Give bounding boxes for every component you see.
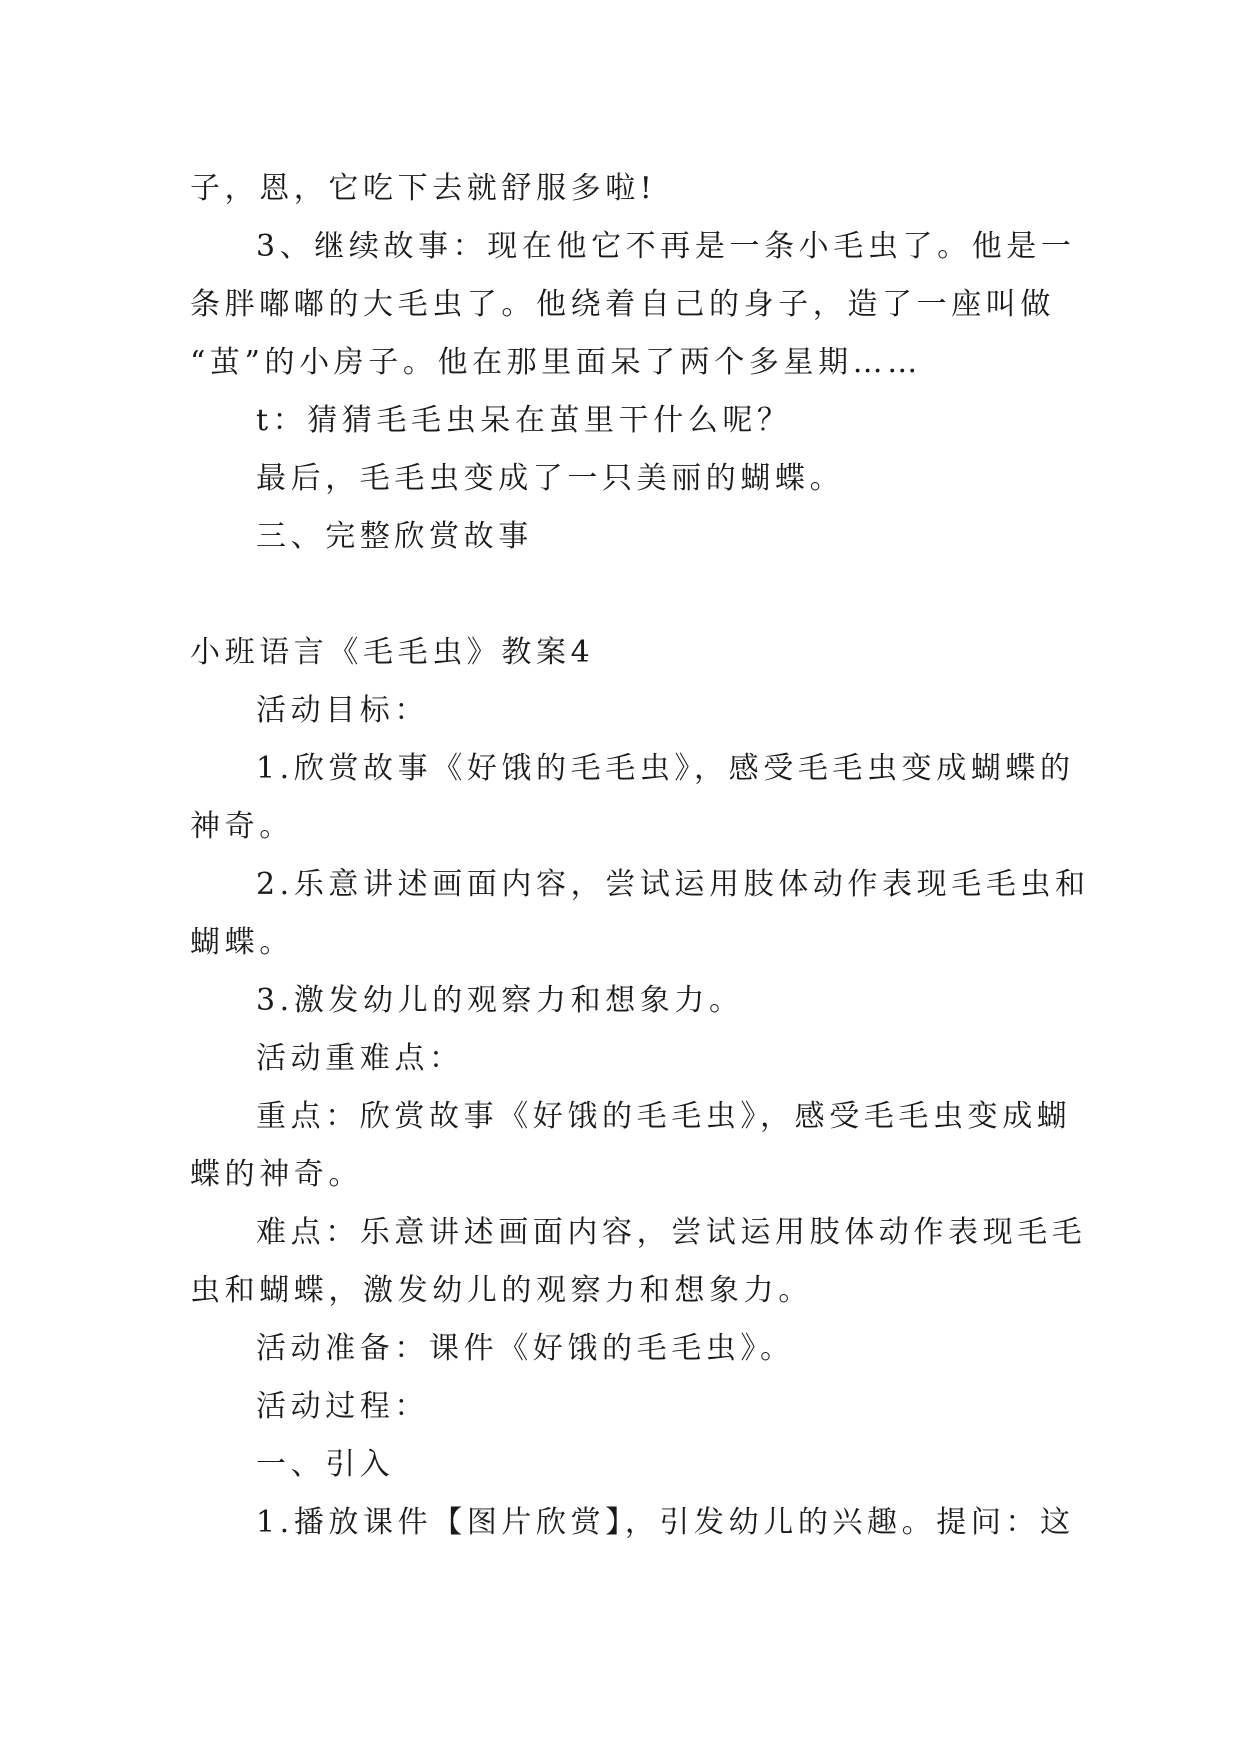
paragraph-line: 活动准备：课件《好饿的毛毛虫》。	[256, 1331, 795, 1366]
paragraph-line: 子，恩，它吃下去就舒服多啦!	[190, 171, 657, 206]
paragraph-line: 最后，毛毛虫变成了一只美丽的蝴蝶。	[256, 461, 845, 496]
paragraph-line: 3.激发幼儿的观察力和想象力。	[256, 983, 744, 1018]
blank-line	[190, 566, 1060, 624]
paragraph-line: t：猜猜毛毛虫呆在茧里干什么呢？	[256, 403, 792, 438]
paragraph-line: “茧”的小房子。他在那里面呆了两个多星期……	[190, 345, 922, 380]
paragraph-line: 神奇。	[190, 809, 294, 844]
paragraph-line: 1.播放课件【图片欣赏】，引发幼儿的兴趣。提问：这	[256, 1505, 1075, 1540]
section-heading: 活动重难点：	[256, 1041, 464, 1076]
paragraph-line: 条胖嘟嘟的大毛虫了。他绕着自己的身子，造了一座叫做	[190, 287, 1055, 322]
paragraph-line: 重点：欣赏故事《好饿的毛毛虫》，感受毛毛虫变成蝴	[256, 1099, 1072, 1134]
paragraph-line: 蝴蝶。	[190, 925, 294, 960]
section-heading: 活动目标：	[256, 693, 429, 728]
document-title: 小班语言《毛毛虫》教案4	[190, 635, 595, 670]
paragraph-line: 2.乐意讲述画面内容，尝试运用肢体动作表现毛毛虫和	[256, 867, 1090, 902]
paragraph-line: 虫和蝴蝶，激发幼儿的观察力和想象力。	[190, 1273, 813, 1308]
paragraph-line: 3、继续故事：现在他它不再是一条小毛虫了。他是一	[256, 229, 1076, 264]
section-heading: 三、完整欣赏故事	[256, 519, 533, 554]
section-heading: 活动过程：	[256, 1389, 429, 1424]
section-heading: 一、引入	[256, 1447, 395, 1482]
paragraph-line: 蝶的神奇。	[190, 1157, 363, 1192]
document-body	[190, 160, 1090, 1552]
paragraph-line: 1.欣赏故事《好饿的毛毛虫》，感受毛毛虫变成蝴蝶的	[256, 751, 1075, 786]
paragraph-line: 难点：乐意讲述画面内容，尝试运用肢体动作表现毛毛	[256, 1215, 1087, 1250]
